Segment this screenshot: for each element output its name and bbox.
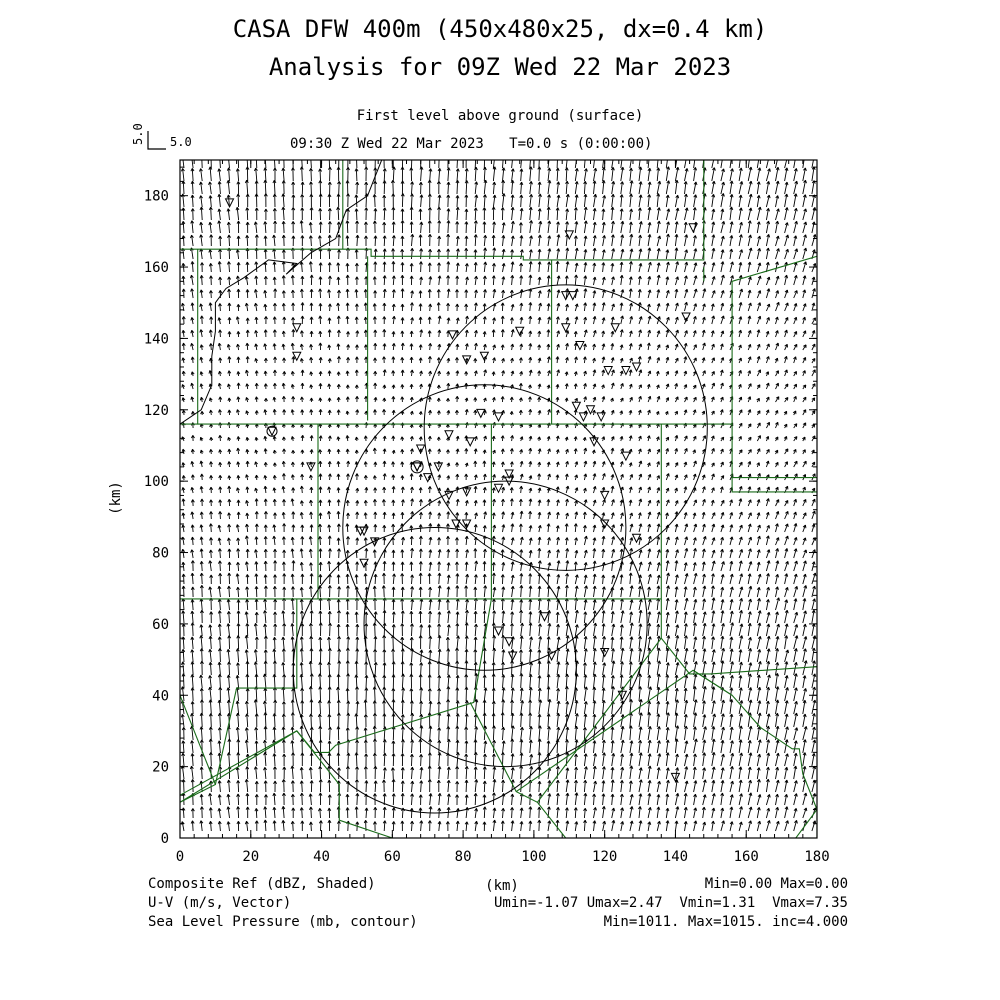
- footer-ref-range: Min=0.00 Max=0.00: [704, 876, 848, 892]
- y-tick-label: 40: [152, 688, 169, 705]
- footer-uv-range: Umin=-1.07 Umax=2.47 Vmin=1.31 Vmax=7.35: [493, 895, 848, 911]
- x-tick-label: 180: [804, 849, 830, 865]
- y-tick-label: 100: [143, 474, 169, 491]
- y-tick-label: 60: [152, 616, 169, 633]
- county-boundary-line: [537, 638, 661, 802]
- station-marker: [434, 463, 442, 471]
- x-tick-label: 40: [313, 849, 330, 865]
- axis-ticks: [144, 160, 830, 865]
- y-tick-label: 80: [152, 545, 169, 562]
- x-tick-label: 60: [383, 849, 401, 865]
- y-axis-label: (km): [108, 481, 124, 515]
- footer-slp-label: Sea Level Pressure (mb, contour): [148, 914, 418, 930]
- station-marker: [495, 627, 503, 635]
- x-tick-label: 0: [175, 849, 185, 865]
- x-tick-label: 80: [454, 849, 472, 865]
- station-marker: [622, 452, 630, 460]
- x-tick-label: 100: [521, 849, 547, 865]
- y-tick-label: 120: [143, 402, 169, 419]
- reference-vector-bracket: [148, 131, 166, 149]
- county-boundary-line: [661, 599, 817, 674]
- station-marker: [689, 224, 697, 232]
- x-tick-label: 120: [592, 849, 618, 865]
- footer-slp-range: Min=1011. Max=1015. inc=4.000: [603, 914, 848, 930]
- x-tick-label: 160: [733, 849, 759, 865]
- station-marker: [611, 324, 619, 332]
- y-tick-label: 160: [143, 260, 169, 277]
- station-marker: [516, 327, 524, 335]
- station-marker: [495, 484, 503, 492]
- station-marker: [562, 324, 570, 332]
- county-boundary-line: [732, 424, 817, 492]
- station-marker: [601, 491, 609, 499]
- level-label: First level above ground (surface): [356, 108, 644, 124]
- county-boundary-line: [198, 256, 817, 424]
- x-axis-label: (km): [485, 878, 519, 894]
- reference-vector: [148, 131, 166, 149]
- x-tick-label: 20: [242, 849, 260, 865]
- radar-range-rings: [293, 285, 707, 813]
- station-marker: [477, 409, 485, 417]
- y-tick-label: 140: [143, 331, 169, 348]
- station-marker: [466, 438, 474, 446]
- station-marker: [293, 352, 301, 360]
- station-marker: [541, 613, 549, 621]
- y-tick-label: 0: [160, 831, 169, 847]
- footer-uv-label: U-V (m/s, Vector): [148, 895, 292, 911]
- station-markers: [226, 199, 698, 782]
- x-tick-label: 140: [662, 849, 689, 865]
- station-marker: [480, 352, 488, 360]
- chart-title-line2: Analysis for 09Z Wed 22 Mar 2023: [268, 53, 732, 81]
- station-marker: [495, 413, 503, 421]
- footer-ref-label: Composite Ref (dBZ, Shaded): [148, 876, 376, 892]
- ref-vector-side-label: 5.0: [170, 135, 192, 149]
- station-marker: [562, 292, 570, 300]
- station-marker: [604, 367, 612, 375]
- chart-title-line1: CASA DFW 400m (450x480x25, dx=0.4 km): [232, 15, 768, 43]
- station-marker: [579, 413, 587, 421]
- station-marker: [633, 363, 641, 371]
- radar-ring: [293, 528, 576, 813]
- y-tick-label: 180: [143, 188, 169, 205]
- station-marker: [268, 427, 276, 435]
- station-marker: [597, 413, 605, 421]
- time-label: 09:30 Z Wed 22 Mar 2023 T=0.0 s (0:00:00): [290, 136, 653, 152]
- station-marker: [572, 402, 580, 410]
- ref-vector-value: 5.0: [131, 123, 145, 145]
- county-boundary-line: [180, 160, 704, 260]
- y-tick-label: 20: [152, 759, 169, 776]
